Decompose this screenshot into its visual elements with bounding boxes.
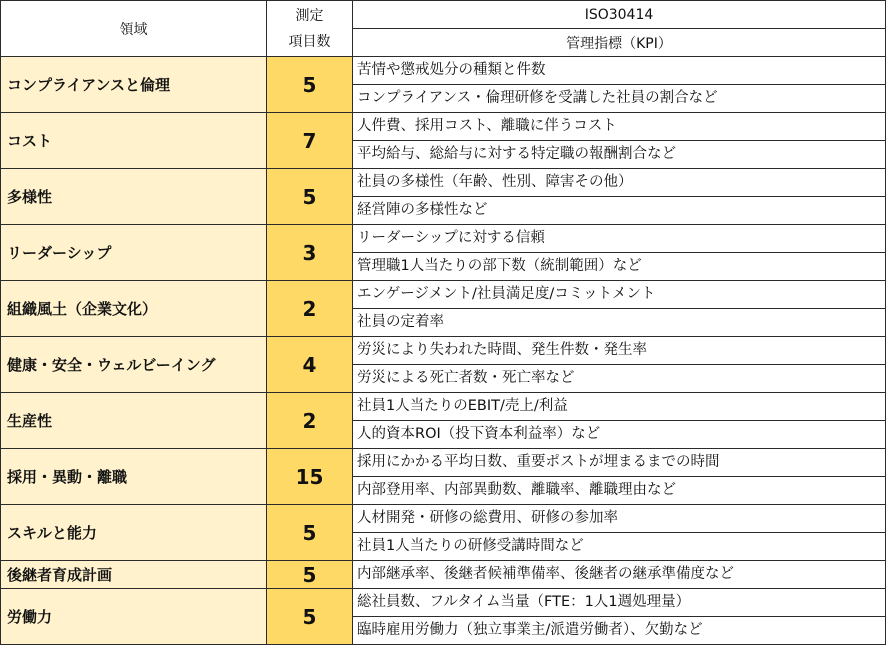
kpi-cell xyxy=(353,57,886,113)
kpi-cell xyxy=(353,281,886,337)
kpi-line: 人的資本ROI（投下資本利益率）など xyxy=(353,420,885,448)
header-domain: 領域 xyxy=(1,1,267,57)
domain-cell: コンプライアンスと倫理 xyxy=(1,57,267,113)
count-cell: 4 xyxy=(267,337,353,393)
domain-cell: 採用・異動・離職 xyxy=(1,449,267,505)
kpi-cell xyxy=(353,393,886,449)
header-count-line1: 測定 xyxy=(295,7,324,24)
kpi-cell xyxy=(353,337,886,393)
count-cell: 15 xyxy=(267,449,353,505)
kpi-line: 経営陣の多様性など xyxy=(353,196,885,224)
kpi-line: 労災による死亡者数・死亡率など xyxy=(353,364,885,392)
domain-cell: 多様性 xyxy=(1,169,267,225)
kpi-line: 内部継承率、後継者候補準備率、後継者の継承準備度など xyxy=(357,566,734,582)
domain-cell: 労働力 xyxy=(1,589,267,645)
table-row xyxy=(1,225,886,281)
table-row xyxy=(1,113,886,169)
kpi-cell xyxy=(353,169,886,225)
kpi-cell xyxy=(353,505,886,561)
count-cell: 5 xyxy=(267,561,353,589)
table-row xyxy=(1,449,886,505)
kpi-line: コンプライアンス・倫理研修を受講した社員の割合など xyxy=(353,84,885,112)
domain-cell: 後継者育成計画 xyxy=(1,561,267,589)
kpi-line: 総社員数、フルタイム当量（FTE：1人1週処理量） xyxy=(357,594,691,610)
kpi-line: 人材開発・研修の総費用、研修の参加率 xyxy=(357,510,618,526)
domain-cell: 生産性 xyxy=(1,393,267,449)
kpi-cell xyxy=(353,561,886,589)
table-row xyxy=(1,281,886,337)
kpi-line: 社員1人当たりのEBIT/売上/利益 xyxy=(357,398,568,414)
kpi-line: 社員の定着率 xyxy=(353,308,885,336)
kpi-line: 内部登用率、内部異動数、離職率、離職理由など xyxy=(353,476,885,504)
kpi-line: 苦情や懲戒処分の種類と件数 xyxy=(357,62,546,78)
kpi-line: 管理職1人当たりの部下数（統制範囲）など xyxy=(353,252,885,280)
domain-cell: 健康・安全・ウェルビーイング xyxy=(1,337,267,393)
count-cell: 5 xyxy=(267,57,353,113)
count-cell: 5 xyxy=(267,589,353,645)
kpi-cell xyxy=(353,589,886,645)
header-count xyxy=(267,1,353,57)
kpi-line: 労災により失われた時間、発生件数・発生率 xyxy=(357,342,647,358)
count-cell: 5 xyxy=(267,169,353,225)
count-cell: 2 xyxy=(267,281,353,337)
domain-cell: スキルと能力 xyxy=(1,505,267,561)
kpi-line: 社員1人当たりの研修受講時間など xyxy=(353,532,885,560)
kpi-cell xyxy=(353,449,886,505)
table-row xyxy=(1,393,886,449)
table-row xyxy=(1,589,886,645)
count-cell: 5 xyxy=(267,505,353,561)
kpi-line: 人件費、採用コスト、離職に伴うコスト xyxy=(357,118,617,134)
table-row xyxy=(1,169,886,225)
kpi-line: 臨時雇用労働力（独立事業主/派遣労働者）、欠勤など xyxy=(353,616,885,644)
count-cell: 7 xyxy=(267,113,353,169)
header-kpi: 管理指標（KPI） xyxy=(353,29,886,57)
kpi-cell xyxy=(353,225,886,281)
table-row xyxy=(1,337,886,393)
count-cell: 3 xyxy=(267,225,353,281)
kpi-line: 平均給与、総給与に対する特定職の報酬割合など xyxy=(353,140,885,168)
header-standard: ISO30414 xyxy=(353,1,886,29)
kpi-line: 採用にかかる平均日数、重要ポストが埋まるまでの時間 xyxy=(357,454,720,470)
table-row xyxy=(1,57,886,113)
domain-cell: コスト xyxy=(1,113,267,169)
header-count-line2: 項目数 xyxy=(288,33,331,50)
domain-cell: リーダーシップ xyxy=(1,225,267,281)
count-cell: 2 xyxy=(267,393,353,449)
domain-cell: 組織風土（企業文化） xyxy=(1,281,267,337)
kpi-cell xyxy=(353,113,886,169)
table-row xyxy=(1,561,886,589)
kpi-line: リーダーシップに対する信頼 xyxy=(357,230,545,246)
kpi-line: 社員の多様性（年齢、性別、障害その他） xyxy=(357,174,633,190)
table-row xyxy=(1,505,886,561)
kpi-line: エンゲージメント/社員満足度/コミットメント xyxy=(357,286,656,302)
